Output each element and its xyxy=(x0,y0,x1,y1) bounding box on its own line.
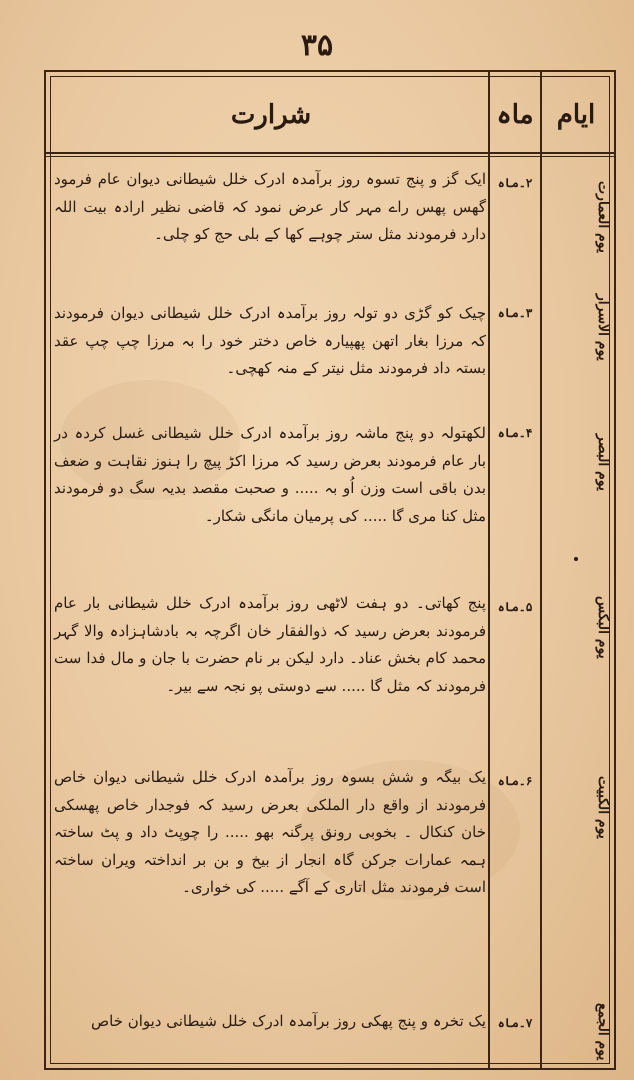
ledger-table xyxy=(44,70,616,1070)
day-label: یوم الکبیت xyxy=(595,775,611,839)
entry-paragraph: یک بیگہ و شش بسوہ روز برآمدہ ادرک خلل شیطانی دیوان خاص فرمودند از واقع دار الملکی بعرض رسید کہ فوجدار خاص پھسکی خان کنکال ۔ بخوبی رونق پرگنہ بھو ..... را چوپٹ داد و پٹ ساختہ ہمہ عمارات جرکن گاہ انجار از بیخ و بن بر انداختہ ویران ساختہ است فرمودند مثل اتاری کے آگے ..... کی خواری۔ xyxy=(54,768,486,897)
month-label: ۳۔ماہ xyxy=(497,306,533,320)
entry-text xyxy=(54,590,486,700)
column-divider xyxy=(488,72,490,1068)
column-divider xyxy=(540,72,542,1068)
entry-paragraph: ایک گز و پنج تسوہ روز برآمدہ ادرک خلل شیطانی دیوان عام فرمود گھس پھس راے مہر کار عرض نمود کہ قاضی نظیر ارادہ بیت اللہ دارد فرمودند مثل ستر چوہے کھا کے بلی حج کو چلی۔ xyxy=(54,170,486,244)
entry-text xyxy=(54,764,486,902)
day-label: یوم البصر xyxy=(595,433,611,491)
entry-paragraph: لکھتولہ دو پنج ماشہ روز برآمدہ ادرک خلل شیطانی غسل کردہ در بار عام فرمودند بعرض رسید کہ مرزا اکڑ پیچ را ہنوز نقاہت و ضعف بدن باقی است وزن اُو بہ ..... و صحبت مقصد بدیہ سگ دو فرمودند مثل کنا مری گا ..... کی پرمیان مانگی شکار۔ xyxy=(54,424,486,525)
month-label: ۶۔ماہ xyxy=(497,774,533,788)
entry-text xyxy=(54,1008,486,1036)
page-number: ۳۵ xyxy=(300,28,334,63)
header-divider xyxy=(46,156,614,157)
month-label: ۵۔ماہ xyxy=(497,600,533,614)
entry-paragraph: پنج کھاتی۔ دو ہفت لاٹھی روز برآمدہ ادرک خلل شیطانی بار عام فرمودند بعرض رسید کہ ذوالفقار خان اگرچہ بہ بادشاہزادہ والا گہر محمد کام بخش عناد۔ دارد لیکن بر نام حضرت با جان و مال فدا ست فرمودند کہ مثل گا ..... سے دوستی پو نجہ سے بیر۔ xyxy=(54,594,486,695)
entry-paragraph: یک تخرہ و پنج پھکی روز برآمدہ ادرک خلل شیطانی دیوان خاص xyxy=(90,1012,486,1030)
month-label: ۴۔ماہ xyxy=(497,426,533,440)
entry-paragraph: چیک کو گڑی دو تولہ روز برآمدہ ادرک خلل شیطانی دیوان فرمودند کہ مرزا بغار اتھن پھپیارہ خاص دختر خود را بہ مرزا چپ چپ عقد بستہ داد فرمودند مثل نیتر کے منہ کھچی۔ xyxy=(54,304,486,378)
header-days: ایام xyxy=(556,100,596,130)
month-label: ۷۔ماہ xyxy=(497,1016,533,1030)
month-label: ۲۔ماہ xyxy=(497,176,533,190)
day-label: یوم العمارت xyxy=(595,181,611,253)
day-label: یوم الجمع xyxy=(595,1003,611,1061)
entry-text xyxy=(54,420,486,530)
entry-text xyxy=(54,300,486,383)
header-month: ماہ xyxy=(496,100,534,130)
header-events: شرارت xyxy=(230,100,312,130)
entry-text xyxy=(54,166,486,249)
margin-dot xyxy=(574,557,578,561)
header-divider xyxy=(46,152,614,154)
day-label: یوم الاسرار xyxy=(595,293,611,361)
day-label: یوم البکس xyxy=(595,595,611,659)
